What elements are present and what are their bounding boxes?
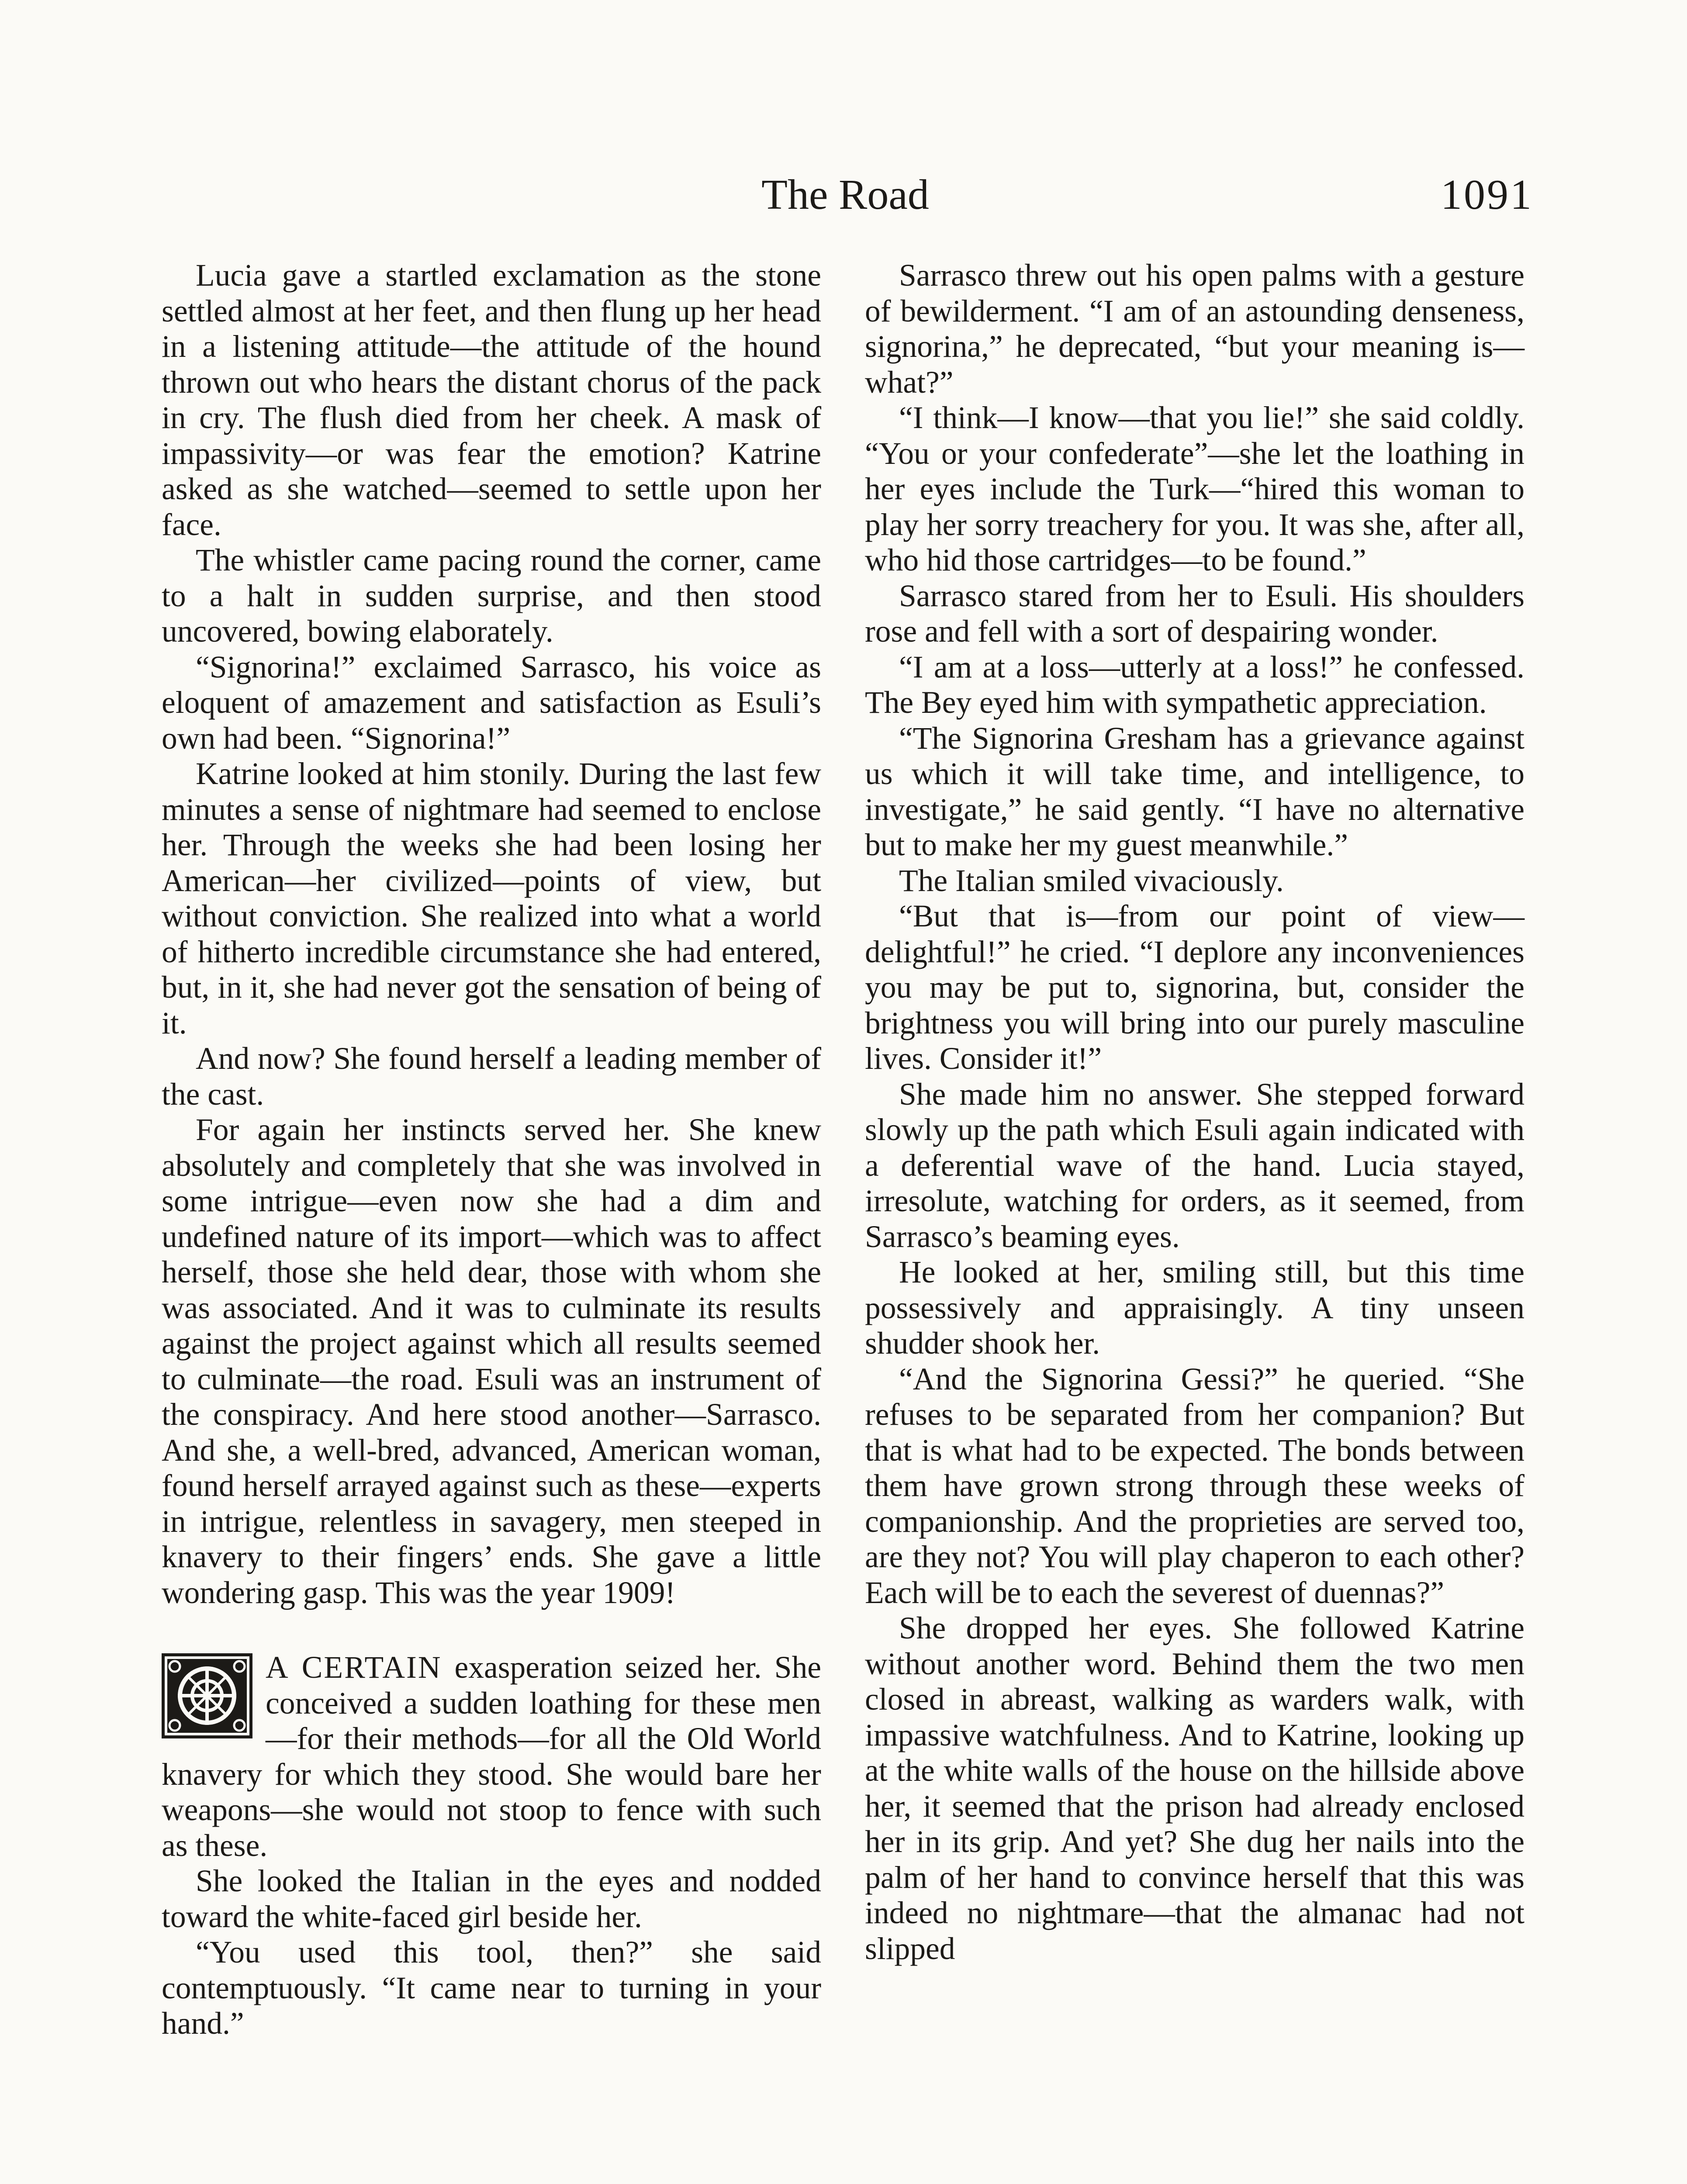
section-break	[162, 1610, 821, 1650]
paragraph: She made him no answer. She stepped forward slowly up the path which Esuli again indicated with a deferential wave of the hand. Lucia stayed, irresolute, watching for orders, as it seemed, from Sarrasco’s beaming eyes.	[865, 1077, 1525, 1254]
paragraph: Lucia gave a startled exclamation as the stone settled almost at her feet, and then flung up her head in a listening attitude—the attitude of the hound thrown out who hears the distant chorus of the pack in cry. The flush died from her cheek. A mask of impassivity—or was fear the emotion? Katrine asked as she watched—seemed to settle upon her face.	[162, 258, 821, 542]
paragraph: “Signorina!” exclaimed Sarrasco, his voice as eloquent of amazement and satisfaction as Esuli’s own had been. “Signorina!”	[162, 650, 821, 756]
right-column	[865, 258, 1525, 1966]
paragraph: He looked at her, smiling still, but this time possessively and appraisingly. A tiny unseen shudder shook her.	[865, 1255, 1525, 1361]
celtic-knot-ornament-icon	[162, 1653, 252, 1738]
paragraph: Sarrasco threw out his open palms with a gesture of bewilderment. “I am of an astounding denseness, signorina,” he deprecated, “but your meaning is—what?”	[865, 258, 1525, 400]
paragraph: “I am at a loss—utterly at a loss!” he confessed. The Bey eyed him with sympathetic appreciation.	[865, 650, 1525, 720]
paragraph: “I think—I know—that you lie!” she said coldly. “You or your confederate”—she let the loathing in her eyes include the Turk—“hired this woman to play her sorry treachery for you. It was she, after all, who hid those cartridges—to be found.”	[865, 401, 1525, 577]
section-lead-words: A CERTAIN	[266, 1650, 442, 1685]
paragraph: “And the Signorina Gessi?” he queried. “She refuses to be separated from her companion? But that is what had to be expected. The bonds between them have grown strong through these weeks of companionship. And the proprieties are served too, are they not? You will play chaperon to each other? Each will be to each the severest of duennas?”	[865, 1362, 1525, 1610]
page-header	[157, 166, 1533, 236]
left-column	[162, 258, 821, 2042]
paragraph: She looked the Italian in the eyes and nodded toward the white-faced girl beside her.	[162, 1864, 821, 1934]
paragraph: And now? She found herself a leading member of the cast.	[162, 1041, 821, 1112]
running-title: The Road	[761, 171, 929, 218]
section-first-text: exasperation seized her. She conceived a sudden loathing for these men—for their methods—for all the Old World knavery for which they stood. She would bare her weapons—she would not stoop to fence with such as these.	[162, 1650, 821, 1863]
paragraph: The whistler came pacing round the corner, came to a halt in sudden surprise, and then stood uncovered, bowing elaborately.	[162, 543, 821, 649]
paragraph: Sarrasco stared from her to Esuli. His shoulders rose and fell with a sort of despairing wonder.	[865, 578, 1525, 649]
section-first-paragraph	[162, 1650, 821, 1863]
paragraph: “The Signorina Gresham has a grievance against us which it will take time, and intelligence, to investigate,” he said gently. “I have no alternative but to make her my guest meanwhile.”	[865, 721, 1525, 862]
paragraph: “But that is—from our point of view—delightful!” he cried. “I deplore any inconveniences you may be put to, signorina, but, consider the brightness you will bring into our purely masculine lives. Consider it!”	[865, 899, 1525, 1076]
page-number: 1091	[1441, 171, 1533, 218]
paragraph: For again her instincts served her. She knew absolutely and completely that she was involved in some intrigue—even now she had a dim and undefined nature of its import—which was to affect herself, those she held dear, those with whom she was associated. And it was to culminate its results against the project against which all results seemed to culminate—the road. Esuli was an instrument of the conspiracy. And here stood another—Sarrasco. And she, a well-bred, advanced, American woman, found herself arrayed against such as these—experts in intrigue, relentless in savagery, men steeped in knavery to their fingers’ ends. She gave a little wondering gasp. This was the year 1909!	[162, 1113, 821, 1610]
section-opening	[162, 1650, 821, 1863]
paragraph: She dropped her eyes. She followed Katrine without another word. Behind them the two men closed in abreast, walking as warders walk, with impassive watchfulness. And to Katrine, looking up at the white walls of the house on the hillside above her, it seemed that the prison had already enclosed her in its grip. And yet? She dug her nails into the palm of her hand to convince herself that this was indeed no nightmare—that the almanac had not slipped	[865, 1611, 1525, 1966]
paragraph: The Italian smiled vivaciously.	[899, 863, 1284, 898]
paragraph: “You used this tool, then?” she said contemptuously. “It came near to turning in your hand.”	[162, 1935, 821, 2041]
paragraph: Katrine looked at him stonily. During the last few minutes a sense of nightmare had seemed to enclose her. Through the weeks she had been losing her American—her civilized—points of view, but without conviction. She realized into what a world of hitherto incredible circumstance she had entered, but, in it, she had never got the sensation of being of it.	[162, 757, 821, 1040]
